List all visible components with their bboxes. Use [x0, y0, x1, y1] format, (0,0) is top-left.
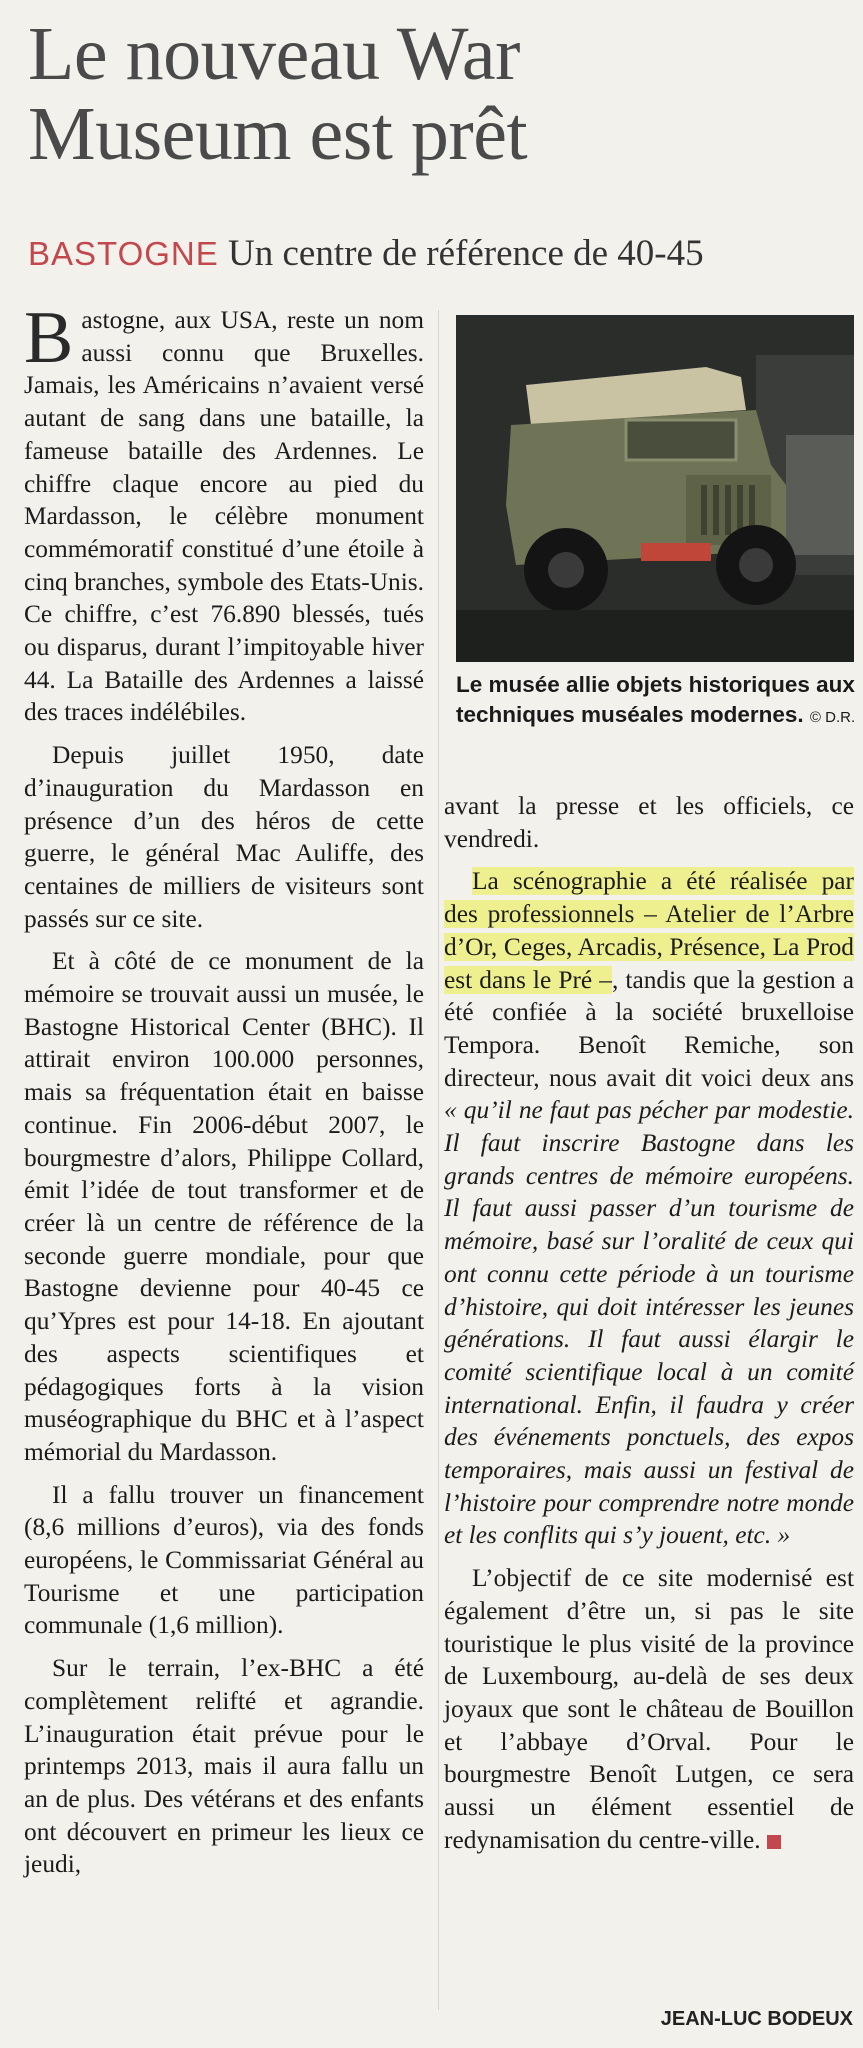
paragraph-1-text: astogne, aux USA, reste un nom aussi connu que Bruxelles. Jamais, les Américains n’avaient versé autant de sang dans une bataille, la fameuse bataille des Ardennes. Le chiffre claque encore au pied du Mardasson, le célèbre monument commémoratif constitué d’une étoile à cinq branches, symbole des Etats-Unis. Ce chiffre, c’est 76.890 blessés, tués ou disparus, durant l’impitoyable hiver 44. La Bataille des Ardennes a laissé des traces indélébiles. — [24, 306, 424, 727]
headline-line-1: Le nouveau War — [28, 12, 520, 96]
headline-line-2: Museum est prêt — [28, 92, 528, 176]
paragraph-7 — [444, 865, 854, 1552]
caption-text: Le musée allie objets historiques aux techniques muséales modernes. — [456, 672, 855, 727]
column-divider — [438, 310, 439, 2010]
kicker-place: BASTOGNE — [28, 235, 219, 272]
paragraph-6: avant la presse et les officiels, ce vendredi. — [444, 792, 854, 853]
highlighted-text: La scénographie a été réalisée par des professionnels – Atelier de l’Arbre d’Or, Ceges, Arcadis, Présence, La Prod est dans le Pré – — [444, 867, 854, 994]
director-quote: « qu’il ne faut pas pécher par modestie. Il faut inscrire Bastogne dans les grands centres de mémoire européens. Il faut aussi passer d’un tourisme de mémoire, basé sur l’oralité de ceux qui ont connu cette période à un tourisme d’histoire, qui doit intéresser les jeunes générations. Il faut aussi élargir le comité scientifique local à un comité international. Enfin, il faudra y créer des événements ponctuels, des expos temporaires, mais aussi un festival de l’histoire pour comprendre notre monde et les conflits qui s’y jouent, etc. » — [444, 1096, 854, 1550]
dropcap: B — [24, 297, 74, 379]
author-signature: JEAN-LUC BODEUX — [660, 2008, 853, 2030]
jeep-illustration — [456, 315, 854, 662]
headline — [28, 14, 848, 174]
paragraph-8-text: L’objectif de ce site modernisé est également d’être un, si pas le site touristique le plus visité de la province de Luxembourg, au-delà de ses deux joyaux que sont le château de Bouillon et l’abbaye d’Orval. Pour le bourgmestre Benoît Lutgen, ce sera aussi un élément essentiel de redynamisation du centre-ville. — [444, 1564, 854, 1854]
left-column — [24, 297, 424, 1891]
end-mark-icon — [767, 1835, 781, 1849]
paragraph-2: Depuis juillet 1950, date d’inauguration du Mardasson en présence d’un des héros de cette guerre, le général Mac Auliffe, des centaines de milliers de visiteurs sont passés sur ce site. — [24, 741, 424, 933]
right-column — [444, 790, 854, 1867]
photo-credit: © D.R. — [809, 709, 856, 726]
kicker-subtitle: Un centre de référence de 40-45 — [228, 233, 704, 274]
paragraph-4: Il a fallu trouver un financement (8,6 millions d’euros), via des fonds européens, le Commissariat Général au Tourisme et une participation communale (1,6 million). — [24, 1480, 424, 1640]
paragraph-7-text: , tandis que la gestion a été confiée à la société bruxelloise Tempora. Benoît Remiche, son directeur, nous avait dit voici deux ans — [444, 965, 854, 1092]
paragraph-1 — [24, 297, 424, 729]
kicker — [28, 232, 858, 276]
paragraph-8 — [444, 1562, 854, 1856]
museum-jeep-photo — [456, 315, 854, 662]
photo-caption — [456, 670, 863, 733]
paragraph-3: Et à côté de ce monument de la mémoire se trouvait aussi un musée, le Bastogne Historical Center (BHC). Il attirait environ 100.000 personnes, mais sa fréquentation était en baisse continue. Fin 2006-début 2007, le bourgmestre d’alors, Philippe Collard, émit l’idée de tout transformer et de créer là un centre de référence de la seconde guerre mondiale, pour que Bastogne devienne pour 40-45 ce qu’Ypres est pour 14-18. En ajoutant des aspects scientifiques et pédagogiques forts à la vision muséographique du BHC et à l’aspect mémorial du Mardasson. — [24, 947, 424, 1466]
paragraph-5: Sur le terrain, l’ex-BHC a été complètement relifté et agrandie. L’inauguration était prévue pour le printemps 2013, mais il aura fallu un an de plus. Des vétérans et des enfants ont découvert en primeur les lieux ce jeudi, — [24, 1654, 424, 1879]
